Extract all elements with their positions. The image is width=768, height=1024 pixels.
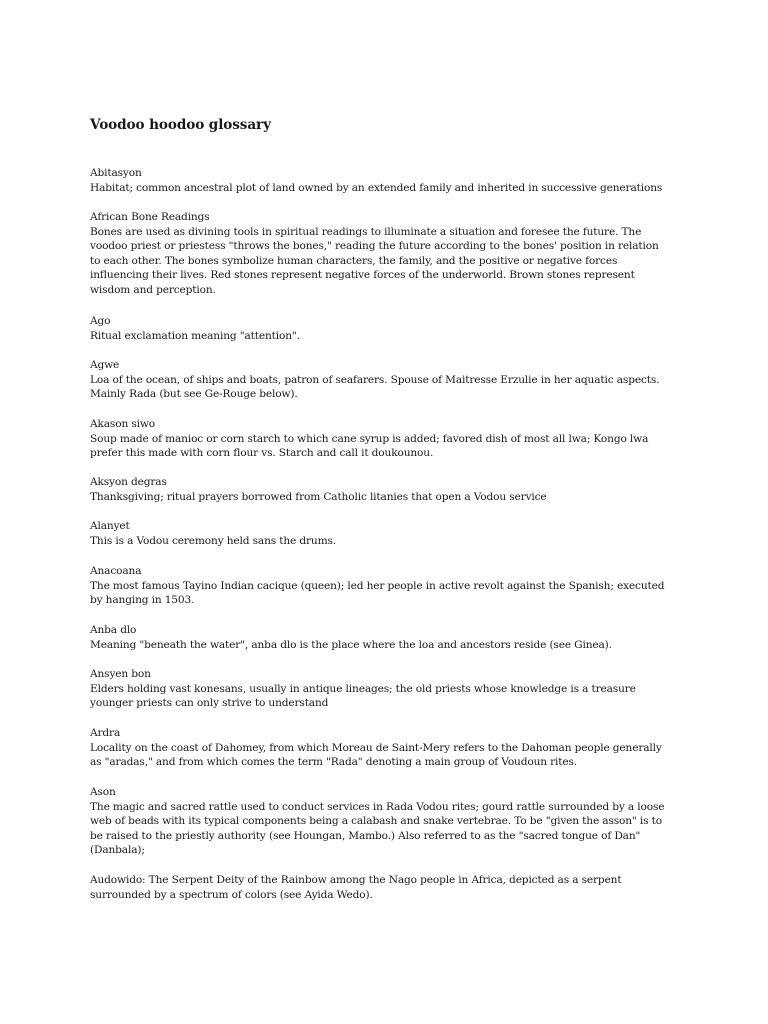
entry-term: Akason siwo: [90, 418, 156, 430]
entry-term: Ansyen bon: [90, 668, 151, 680]
entry-definition-line: The magic and sacred rattle used to conduct services in Rada Vodou rites; gourd rattle surrounded by a loose: [90, 800, 665, 813]
entry-definition-line: surrounded by a spectrum of colors (see Ayida Wedo).: [90, 888, 373, 901]
entry-definition-line: Ritual exclamation meaning "attention".: [90, 329, 300, 342]
document-title: Voodoo hoodoo glossary: [90, 117, 271, 133]
entry-definition-line: Locality on the coast of Dahomey, from which Moreau de Saint-Mery refers to the Dahoman people generally: [90, 741, 662, 754]
glossary-entry-agwe: [90, 358, 680, 402]
entry-definition-line: prefer this made with corn flour vs. Starch and call it doukounou.: [90, 447, 434, 460]
entry-definition-line: (Danbala);: [90, 844, 145, 857]
entry-definition-line: Soup made of manioc or corn starch to which cane syrup is added; favored dish of most all lwa; Kongo lwa: [90, 432, 649, 445]
glossary-entry-anba-dlo: [90, 623, 680, 652]
glossary-entry-african-bone-readings: [90, 210, 680, 298]
entry-definition-line: This is a Vodou ceremony held sans the drums.: [90, 534, 336, 547]
glossary-entry-audowido: [90, 873, 680, 902]
entry-definition-line: The most famous Tayino Indian cacique (queen); led her people in active revolt against the Spanish; executed: [90, 579, 665, 592]
glossary-entry-alanyet: [90, 519, 680, 548]
entry-term: Aksyon degras: [90, 476, 167, 488]
entry-definition-line: web of beads with its typical components being a calabash and snake vertebrae. To be "given the asson" is to: [90, 815, 662, 828]
entry-definition-line: as "aradas," and from which comes the term "Rada" denoting a main group of Voudoun rites.: [90, 756, 578, 769]
glossary-entry-ason: [90, 785, 680, 858]
glossary-entry-anacoana: [90, 564, 680, 608]
entry-definition-line: to each other. The bones symbolize human characters, the family, and the positive or negative forces: [90, 254, 618, 267]
entry-term: Alanyet: [90, 520, 130, 532]
entry-term: African Bone Readings: [90, 211, 210, 223]
entry-definition-line: Thanksgiving; ritual prayers borrowed from Catholic litanies that open a Vodou service: [90, 490, 547, 503]
entry-term: Abitasyon: [90, 167, 142, 179]
entry-definition-line: by hanging in 1503.: [90, 594, 195, 607]
glossary-entry-abitasyon: [90, 166, 680, 195]
entry-definition-line: wisdom and perception.: [90, 283, 216, 296]
entry-definition-line: Audowido: The Serpent Deity of the Rainbow among the Nago people in Africa, depicted as a serpent: [90, 874, 622, 886]
entry-term: Anba dlo: [90, 624, 137, 636]
entry-term: Ardra: [90, 727, 121, 739]
entry-definition-line: Elders holding vast konesans, usually in antique lineages; the old priests whose knowledge is a treasure: [90, 682, 636, 695]
entry-definition-line: Meaning "beneath the water", anba dlo is the place where the loa and ancestors reside (see Ginea).: [90, 638, 612, 651]
entry-definition-line: younger priests can only strive to understand: [90, 697, 329, 710]
entry-definition-line: Mainly Rada (but see Ge-Rouge below).: [90, 388, 298, 401]
entry-definition-line: voodoo priest or priestess "throws the bones," reading the future according to the bones' position in relation: [90, 240, 659, 253]
entry-term: Ason: [90, 786, 116, 798]
entry-definition-line: influencing their lives. Red stones represent negative forces of the underworld. Brown stones represent: [90, 269, 635, 282]
glossary-entry-aksyon-degras: [90, 475, 680, 504]
entry-term: Agwe: [90, 359, 120, 371]
glossary-entry-ardra: [90, 726, 680, 770]
entry-definition-line: Bones are used as divining tools in spiritual readings to illuminate a situation and foresee the future. The: [90, 225, 642, 238]
entry-term: Ago: [90, 315, 111, 327]
glossary-entry-ansyen-bon: [90, 667, 680, 711]
entry-term: Anacoana: [90, 565, 142, 577]
glossary-entry-akason-siwo: [90, 417, 680, 461]
glossary-entry-ago: [90, 314, 680, 343]
entry-definition-line: Loa of the ocean, of ships and boats, patron of seafarers. Spouse of Maitresse Erzulie in her aquatic aspects.: [90, 373, 660, 386]
entry-definition-line: Habitat; common ancestral plot of land owned by an extended family and inherited in successive generations: [90, 181, 663, 194]
entry-definition-line: be raised to the priestly authority (see Houngan, Mambo.) Also referred to as the "sacred tongue of Dan": [90, 829, 641, 842]
